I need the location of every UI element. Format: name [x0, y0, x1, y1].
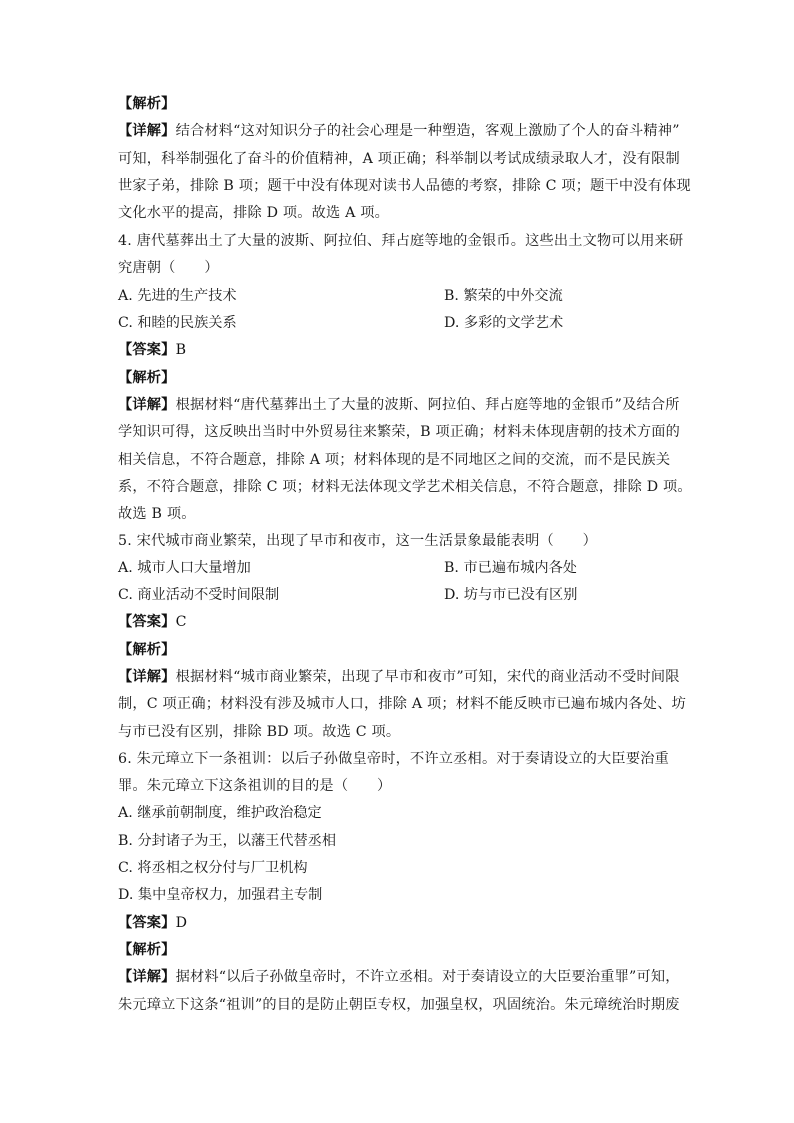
detail-text: 根据材料“唐代墓葬出土了大量的波斯、阿拉伯、拜占庭等地的金银币”及结合所: [175, 397, 680, 413]
detail-text: 据材料“以后子孙做皇帝时，不许立丞相。对于奏请设立的大臣要治重罪”可知，: [175, 969, 680, 985]
detail-line: [118, 395, 678, 415]
detail-line: [118, 121, 678, 141]
detail-line: 朱元璋立下这条“祖训”的目的是防止朝臣专权，加强皇权，巩固统治。朱元璋统治时期废: [118, 997, 680, 1013]
detail-label: 【详解】: [118, 669, 176, 685]
option-c: C. 将丞相之权分付与厂卫机构: [118, 860, 308, 876]
answer-value: C: [175, 614, 187, 630]
analysis-label: 【解析】: [118, 942, 176, 958]
option-b: B. 繁荣的中外交流: [444, 288, 563, 304]
detail-line: 与市已没有区别，排除 BD 项。故选 C 项。: [118, 724, 401, 740]
detail-line: [118, 667, 678, 687]
question-stem: 4. 唐代墓葬出土了大量的波斯、阿拉伯、拜占庭等地的金银币。这些出土文物可以用来研: [118, 233, 684, 249]
analysis-label: 【解析】: [118, 370, 176, 386]
detail-text: 根据材料“城市商业繁荣，出现了早市和夜市”可知，宋代的商业活动不受时间限: [175, 669, 680, 685]
detail-label: 【详解】: [118, 969, 176, 985]
answer-value: B: [175, 342, 187, 358]
option-d: D. 多彩的文学艺术: [444, 315, 564, 331]
detail-label: 【详解】: [118, 397, 176, 413]
option-b: B. 市已遍布城内各处: [444, 560, 577, 576]
detail-line: 制，C 项正确；材料没有涉及城市人口，排除 A 项；材料不能反映市已遍布城内各处、坊: [118, 696, 686, 712]
analysis-label: 【解析】: [118, 642, 176, 658]
answer-label: 【答案】: [118, 915, 176, 931]
analysis-label: 【解析】: [118, 96, 176, 112]
detail-line: [118, 967, 678, 987]
detail-line: 文化水平的提高，排除 D 项。故选 A 项。: [118, 205, 390, 221]
answer-line: [118, 913, 678, 933]
detail-line: 系，不符合题意，排除 C 项；材料无法体现文学艺术相关信息，不符合题意，排除 D 项。: [118, 479, 692, 495]
detail-text: 结合材料“这对知识分子的社会心理是一种塑造，客观上激励了个人的奋斗精神”: [175, 123, 680, 139]
question-stem: 6. 朱元璋立下一条祖训：以后子孙做皇帝时，不许立丞相。对于奏请设立的大臣要治重: [118, 751, 669, 767]
answer-line: [118, 612, 678, 632]
option-b: B. 分封诸子为王，以藩王代替丞相: [118, 833, 337, 849]
detail-line: 故选 B 项。: [118, 506, 196, 522]
option-a: A. 城市人口大量增加: [118, 560, 251, 576]
question-stem: 5. 宋代城市商业繁荣，出现了早市和夜市，这一生活景象最能表明（ ）: [118, 533, 598, 549]
detail-label: 【详解】: [118, 123, 176, 139]
answer-label: 【答案】: [118, 342, 176, 358]
answer-label: 【答案】: [118, 614, 176, 630]
option-a: A. 先进的生产技术: [118, 288, 237, 304]
option-d: D. 集中皇帝权力，加强君主专制: [118, 887, 323, 903]
question-stem: 罪。朱元璋立下这条祖训的目的是（ ）: [118, 778, 392, 794]
detail-line: 可知，科举制强化了奋斗的价值精神，A 项正确；科举制以考试成绩录取人才，没有限制: [118, 151, 680, 167]
answer-value: D: [175, 915, 188, 931]
option-d: D. 坊与市已没有区别: [444, 587, 578, 603]
option-c: C. 和睦的民族关系: [118, 315, 237, 331]
detail-line: 相关信息，不符合题意，排除 A 项；材料体现的是不同地区之间的交流，而不是民族关: [118, 452, 671, 468]
detail-line: 学知识可得，这反映出当时中外贸易往来繁荣，B 项正确；材料未体现唐朝的技术方面的: [118, 424, 681, 440]
answer-line: [118, 340, 678, 360]
option-a: A. 继承前朝制度，维护政治稳定: [118, 805, 322, 821]
detail-line: 世家子弟，排除 B 项；题干中没有体现对读书人品德的考察，排除 C 项；题干中没有体现: [118, 178, 691, 194]
option-c: C. 商业活动不受时间限制: [118, 587, 280, 603]
question-stem: 究唐朝（ ）: [118, 260, 219, 276]
